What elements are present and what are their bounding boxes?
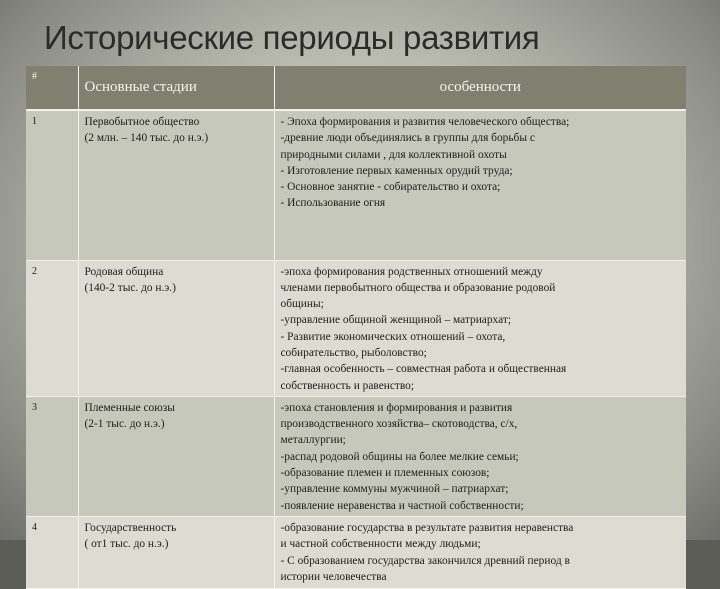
feature-text-line: -распад родовой общины на более мелкие семьи; xyxy=(280,450,519,463)
feature-text-line: собственность и равенство; xyxy=(280,379,415,392)
feature-text-line: -управление общиной женщиной – матриархат; xyxy=(280,314,512,327)
feature-text-line: - С образованием государства закончился древний период в xyxy=(280,554,570,567)
feature-text-line: природными силами , для коллективной охоты xyxy=(280,148,507,161)
table-row xyxy=(26,516,686,588)
feature-text-line: -эпоха становления и формирования и развития xyxy=(280,401,513,414)
header-number: # xyxy=(26,66,78,110)
row-number: 1 xyxy=(26,110,78,260)
feature-text-line: и частной собственности между людьми; xyxy=(280,538,481,551)
feature-text-line: -управление коммуны мужчиной – патриархат; xyxy=(280,483,509,496)
table-row xyxy=(26,110,686,260)
feature-text-line: -главная особенность – совместная работа и общественная xyxy=(280,363,567,376)
feature-text-line: общины; xyxy=(280,298,324,311)
stage-text-line: Племенные союзы xyxy=(84,401,175,414)
header-features: особенности xyxy=(274,66,686,110)
stage-text-line: Первобытное общество xyxy=(84,116,200,128)
features-cell xyxy=(274,260,686,396)
features-cell xyxy=(274,396,686,516)
feature-text-line: -эпоха формирования родственных отношений между xyxy=(280,265,543,278)
stage-cell xyxy=(78,516,274,588)
header-stages: Основные стадии xyxy=(78,66,274,110)
feature-text-line: -появление неравенства и частной собственности; xyxy=(280,499,524,512)
slide-title: Исторические периоды развития xyxy=(44,19,540,56)
stage-text-line: Государственность xyxy=(84,521,177,534)
stage-text-line: (2-1 тыс. до н.э.) xyxy=(84,418,165,431)
feature-text-line: металлургии; xyxy=(280,434,346,447)
feature-text-line: - Изготовление первых каменных орудий труда; xyxy=(280,164,513,177)
feature-text-line: - Эпоха формирования и развития человеческого общества; xyxy=(280,116,570,128)
table-header-row xyxy=(26,66,686,110)
stage-cell xyxy=(78,396,274,516)
stage-text-line: (2 млн. – 140 тыс. до н.э.) xyxy=(84,132,209,145)
feature-text-line: - Использование огня xyxy=(280,197,386,210)
feature-text-line: производственного хозяйства– скотоводства, с/х, xyxy=(280,418,518,431)
feature-text-line: -образование племен и племенных союзов; xyxy=(280,467,490,480)
feature-text-line: - Основное занятие - собирательство и охота; xyxy=(280,181,501,194)
feature-text-line: -древние люди объединялись в группы для борьбы с xyxy=(280,132,535,145)
feature-text-line: - Развитие экономических отношений – охота, xyxy=(280,330,506,343)
stage-text-line: (140-2 тыс. до н.э.) xyxy=(84,281,176,294)
stage-cell xyxy=(78,110,274,260)
table-row xyxy=(26,396,686,516)
row-number: 2 xyxy=(26,260,78,396)
row-number: 3 xyxy=(26,396,78,516)
stage-text-line: Родовая община xyxy=(84,265,164,278)
feature-text-line: членами первобытного общества и образование родовой xyxy=(280,281,556,294)
table-row xyxy=(26,260,686,396)
features-cell xyxy=(274,110,686,260)
features-cell xyxy=(274,516,686,588)
stage-cell xyxy=(78,260,274,396)
stage-text-line: ( от1 тыс. до н.э.) xyxy=(84,538,169,551)
row-number: 4 xyxy=(26,516,78,588)
feature-text-line: -образование государства в результате развития неравенства xyxy=(280,521,574,534)
feature-text-line: истории человечества xyxy=(280,570,387,583)
feature-text-line: собирательство, рыболовство; xyxy=(280,346,427,359)
periods-table xyxy=(26,66,686,589)
